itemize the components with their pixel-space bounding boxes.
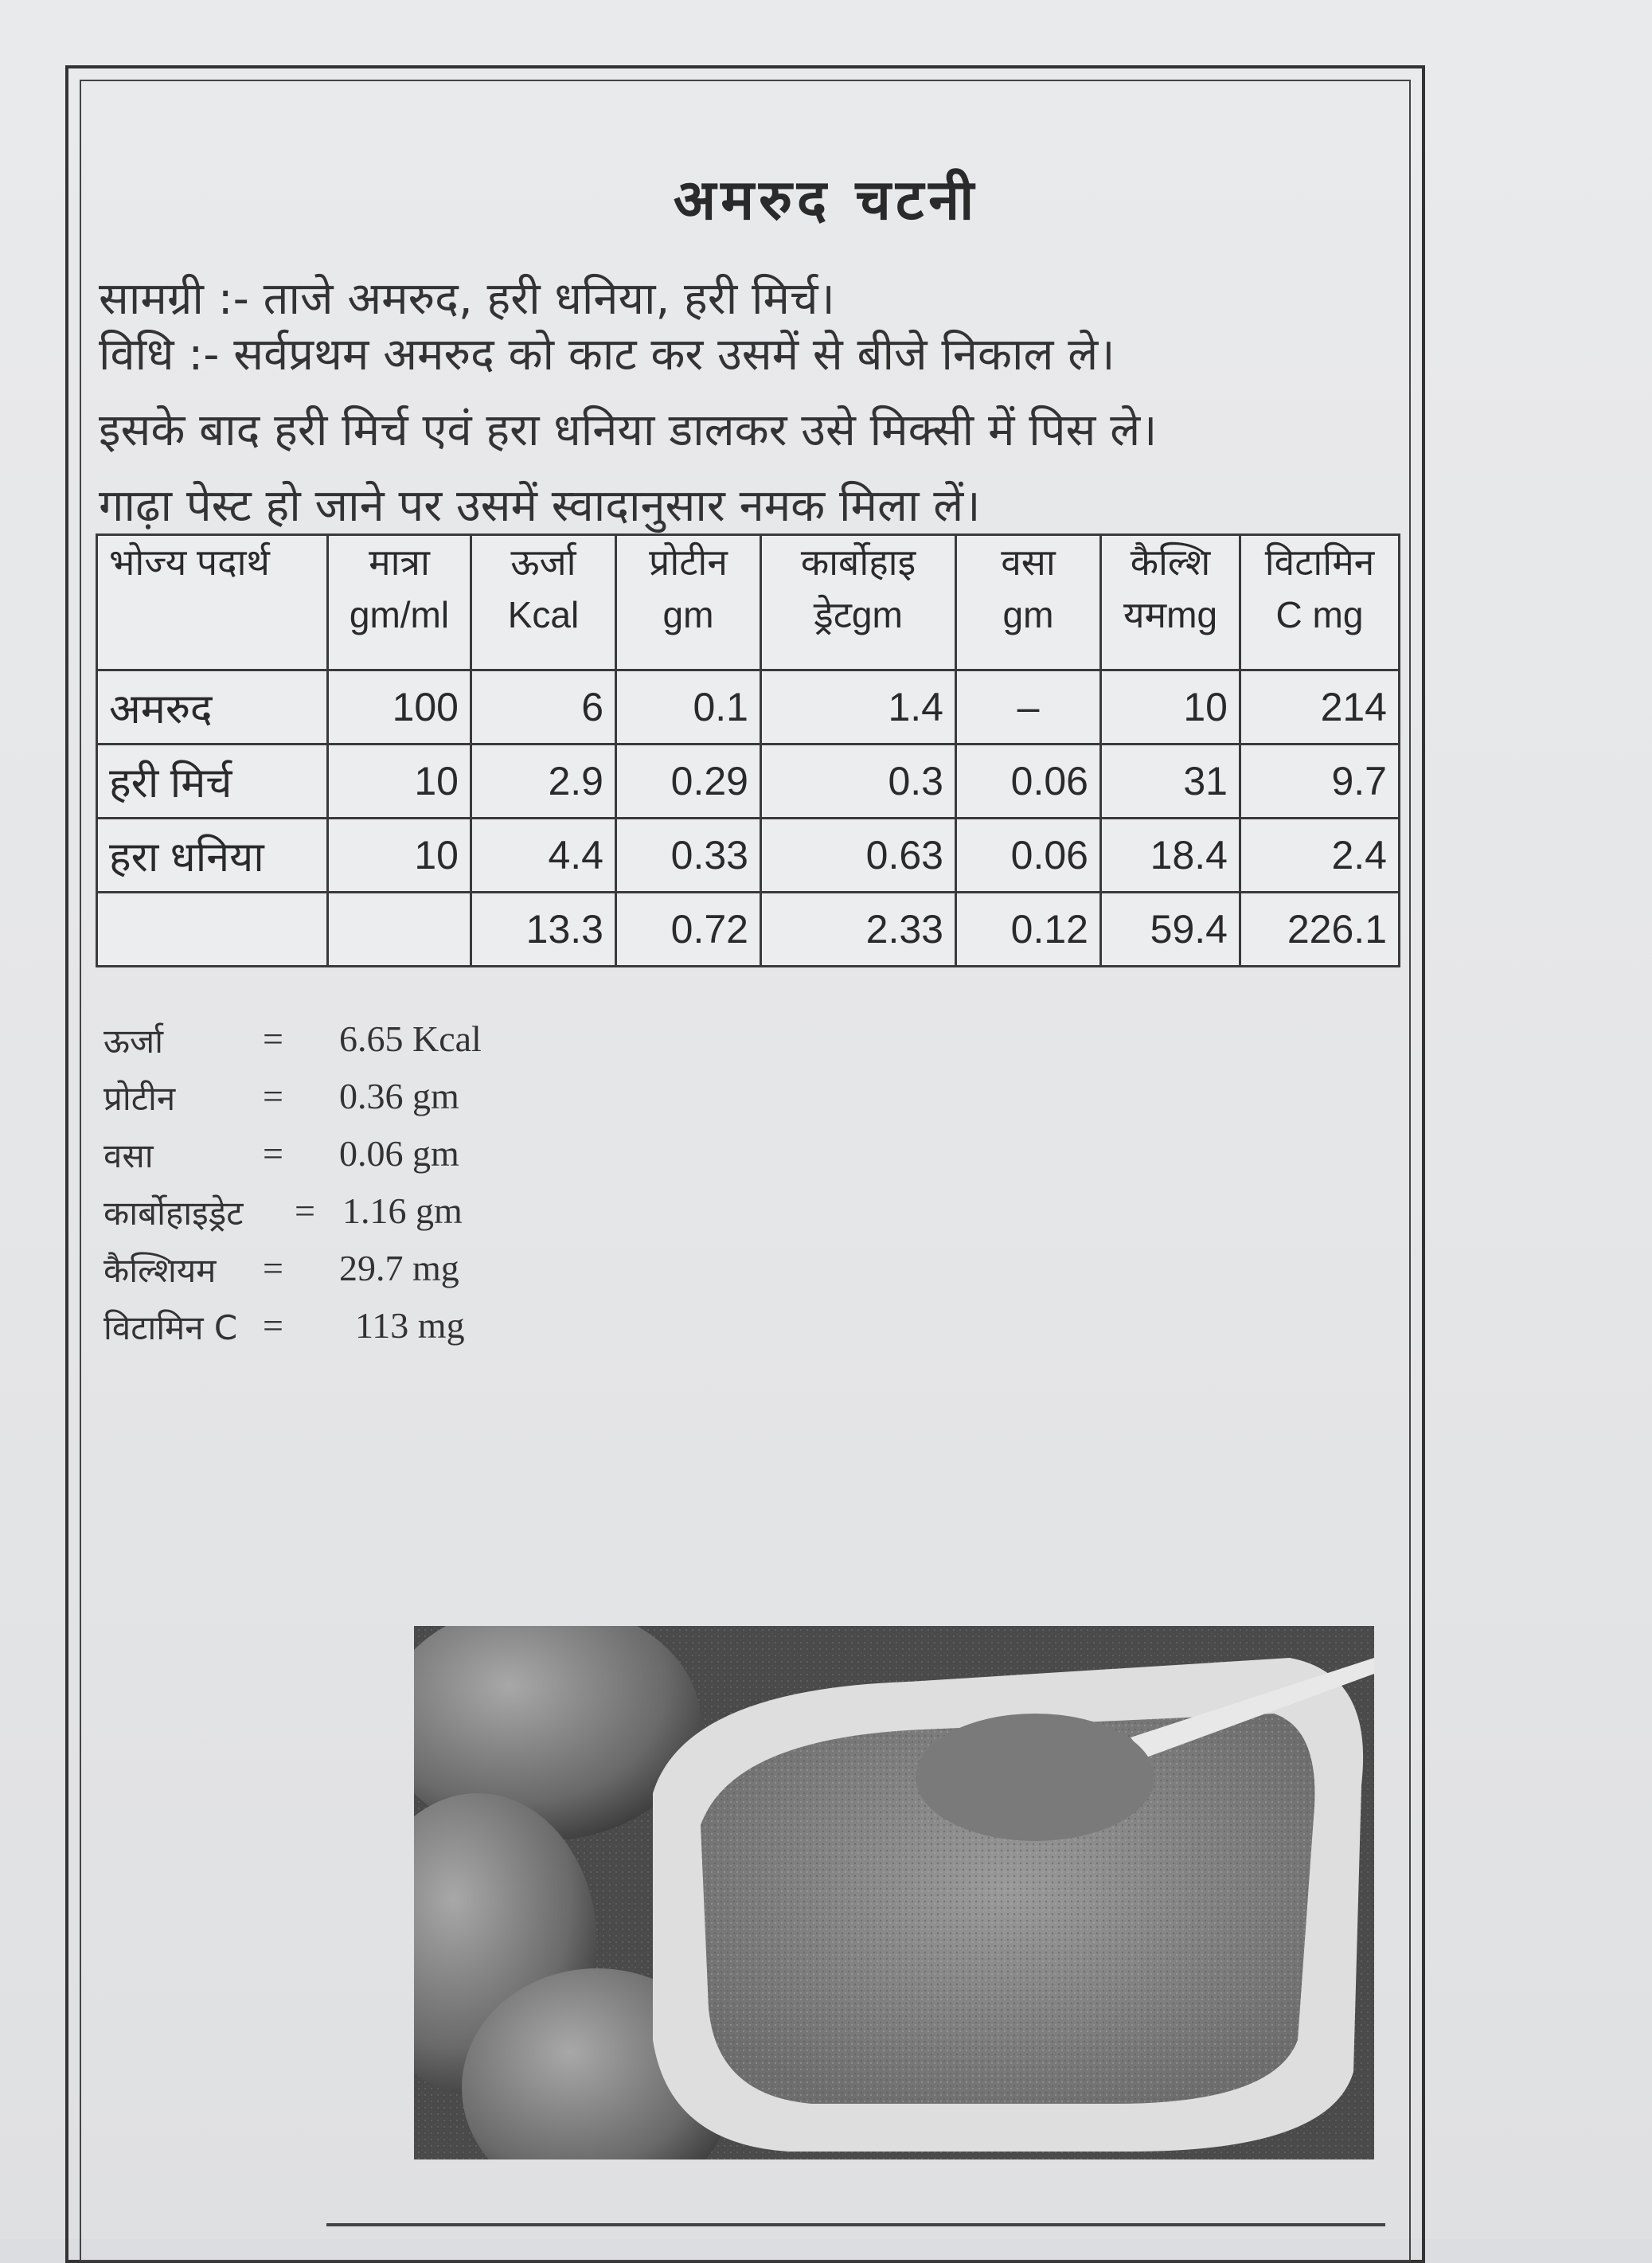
- cell-vitamin-c: 214: [1240, 670, 1400, 745]
- cell-carbohydrate: 0.63: [761, 819, 956, 893]
- cell-carbohydrate: 1.4: [761, 670, 956, 745]
- header-food: भोज्य पदार्थ: [97, 535, 328, 670]
- cell-food: अमरुद: [97, 670, 328, 745]
- cell-fat: 0.06: [956, 819, 1101, 893]
- cell-food: हरा धनिया: [97, 819, 328, 893]
- cell-carbohydrate-total: 2.33: [761, 893, 956, 967]
- header-protein: प्रोटीन gm: [616, 535, 761, 670]
- method-label: विधि :-: [99, 329, 220, 381]
- chutney-photo: [414, 1626, 1374, 2159]
- cell-protein: 0.29: [616, 745, 761, 819]
- cell-protein: 0.1: [616, 670, 761, 745]
- cell-food: हरी मिर्च: [97, 745, 328, 819]
- cell-carbohydrate: 0.3: [761, 745, 956, 819]
- header-carbohydrate: कार्बोहाइ ड्रेटgm: [761, 535, 956, 670]
- method-text-1: सर्वप्रथम अमरुद को काट कर उसमें से बीजे निकाल ले।: [233, 329, 1115, 381]
- spoon-bowl: [916, 1714, 1154, 1841]
- cell-quantity: 100: [328, 670, 471, 745]
- header-energy: ऊर्जा Kcal: [471, 535, 616, 670]
- cell-energy: 2.9: [471, 745, 616, 819]
- cell-calcium: 10: [1101, 670, 1240, 745]
- table-row: [97, 819, 1400, 893]
- cell-energy: 4.4: [471, 819, 616, 893]
- cell-quantity: 10: [328, 745, 471, 819]
- method-line-3: गाढ़ा पेस्ट हो जाने पर उसमें स्वादानुसार नमक मिला लें।: [99, 480, 981, 532]
- cell-energy: 6: [471, 670, 616, 745]
- cell-fat: –: [956, 670, 1101, 745]
- cell-calcium-total: 59.4: [1101, 893, 1240, 967]
- cell-calcium: 18.4: [1101, 819, 1240, 893]
- cell-fat-total: 0.12: [956, 893, 1101, 967]
- ingredients-text: ताजे अमरुद, हरी धनिया, हरी मिर्च।: [263, 273, 835, 325]
- table-total-row: [97, 893, 1400, 967]
- header-fat: वसा gm: [956, 535, 1101, 670]
- cell-energy-total: 13.3: [471, 893, 616, 967]
- table-row: [97, 670, 1400, 745]
- bottom-rule: [326, 2223, 1385, 2226]
- table-row: [97, 745, 1400, 819]
- document-page: अमरुद चटनी सामग्री :- ताजे अमरुद, हरी धनिया, हरी मिर्च। विधि :- सर्वप्रथम अमरुद को काट कर उसमें से बीजे निकाल ले। इसके बाद हरी मिर्च एवं हरा धनिया डालकर उसे मिक्सी में पिस ले। गाढ़ा पेस्ट हो जाने पर उसमें स्वादानुसार नमक मिला लें। भोज्य पदार्थ मात्रा gm/ml ऊर्जा Kcal प्रोटीन gm कार्बोहाइ ड्रेटgm वसा gm कैल्शि यमmg विटामिन C mg अमरुद 100 6 0.1 1.4 – 10 214 हरी मिर्च 10 2.9 0.29 0.3 0.06 31 9.7 हरा धनिया 10 4.4 0.33 0.63 0.06 18.4 2.4 13.3 0.72 2.33 0.12 59.4 226.1 ऊर्जा = 6.65 Kcal प्रोटीन = 0.36 gm वसा = 0.06 gm कार्बोहाइड्रेट = 1.16 gm कैल्शियम = 29.7 mg विटामिन C = 113 mg: [0, 0, 1652, 2239]
- header-vitamin-c: विटामिन C mg: [1240, 535, 1400, 670]
- cell-vitamin-c: 2.4: [1240, 819, 1400, 893]
- method-line-1: [99, 322, 1115, 383]
- cell-calcium: 31: [1101, 745, 1240, 819]
- recipe-title: अमरुद चटनी: [673, 166, 979, 233]
- cell-fat: 0.06: [956, 745, 1101, 819]
- cell-protein-total: 0.72: [616, 893, 761, 967]
- method-line-2: इसके बाद हरी मिर्च एवं हरा धनिया डालकर उसे मिक्सी में पिस ले।: [99, 405, 1158, 456]
- cell-vitamin-c-total: 226.1: [1240, 893, 1400, 967]
- cell-quantity: [328, 893, 471, 967]
- header-quantity: मात्रा gm/ml: [328, 535, 471, 670]
- cell-vitamin-c: 9.7: [1240, 745, 1400, 819]
- nutrition-table: [96, 534, 1400, 967]
- ingredients-line: [99, 267, 835, 327]
- cell-food: [97, 893, 328, 967]
- header-calcium: कैल्शि यमmg: [1101, 535, 1240, 670]
- ingredients-label: सामग्री :-: [99, 273, 249, 325]
- cell-protein: 0.33: [616, 819, 761, 893]
- cell-quantity: 10: [328, 819, 471, 893]
- table-header-row: [97, 535, 1400, 670]
